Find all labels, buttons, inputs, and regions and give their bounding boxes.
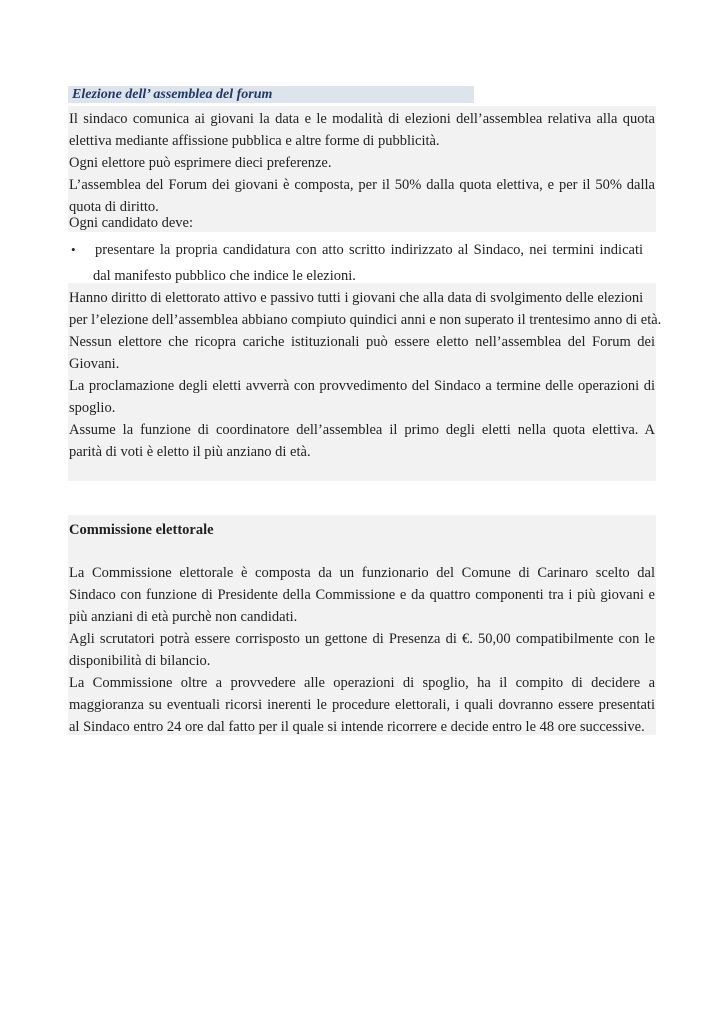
section-heading-commissione: Commissione elettorale bbox=[69, 522, 214, 538]
paragraph-line: Agli scrutatori potrà essere corrisposto un gettone di Presenza di €. 50,00 compatibilmente con le bbox=[69, 631, 655, 647]
paragraph-line: La proclamazione degli eletti avverrà con provvedimento del Sindaco a termine delle operazioni di bbox=[69, 378, 655, 394]
paragraph-line: Ogni elettore può esprimere dieci preferenze. bbox=[69, 155, 332, 171]
bullet-item-line: presentare la propria candidatura con atto scritto indirizzato al Sindaco, nei termini indicati bbox=[95, 242, 643, 258]
paragraph-line: al Sindaco entro 24 ore dal fatto per il quale si intende ricorrere e decide entro le 48 ore successive. bbox=[69, 719, 645, 735]
paragraph-line: più anziani di età purchè non candidati. bbox=[69, 609, 298, 625]
paragraph-line: Nessun elettore che ricopra cariche istituzionali può essere eletto nell’assemblea del Forum dei bbox=[69, 334, 655, 350]
paragraph-line: La Commissione oltre a provvedere alle operazioni di spoglio, ha il compito di decidere a bbox=[69, 675, 655, 691]
paragraph-line: elettiva mediante affissione pubblica e altre forme di pubblicità. bbox=[69, 133, 440, 149]
paragraph-line: quota di diritto. bbox=[69, 199, 159, 215]
bullet-item-line: dal manifesto pubblico che indice le elezioni. bbox=[93, 268, 356, 284]
paragraph-line: Giovani. bbox=[69, 356, 120, 372]
paragraph-line: disponibilità di bilancio. bbox=[69, 653, 211, 669]
paragraph-line: Assume la funzione di coordinatore dell’assemblea il primo degli eletti nella quota elettiva. A bbox=[69, 422, 655, 438]
paragraph-line: Sindaco con funzione di Presidente della Commissione e da quattro componenti tra i più giovani e bbox=[69, 587, 655, 603]
paragraph-line: Il sindaco comunica ai giovani la data e le modalità di elezioni dell’assemblea relativa alla quota bbox=[69, 111, 655, 127]
paragraph-line: Hanno diritto di elettorato attivo e passivo tutti i giovani che alla data di svolgimento delle elezioni bbox=[69, 290, 644, 306]
paragraph-line: parità di voti è eletto il più anziano di età. bbox=[69, 444, 311, 460]
paragraph-line: spoglio. bbox=[69, 400, 116, 416]
paragraph-line: La Commissione elettorale è composta da un funzionario del Comune di Carinaro scelto dal bbox=[69, 565, 655, 581]
paragraph-line: L’assemblea del Forum dei giovani è composta, per il 50% dalla quota elettiva, e per il 50% dalla bbox=[69, 177, 655, 193]
section-heading-elezione: Elezione dell’ assemblea del forum bbox=[68, 86, 474, 103]
bullet-marker: • bbox=[71, 242, 76, 257]
paragraph-line: Ogni candidato deve: bbox=[69, 215, 194, 231]
paragraph-line: maggioranza su eventuali ricorsi inerenti le procedure elettorali, i quali dovranno essere presentati bbox=[69, 697, 655, 713]
paragraph-line: per l’elezione dell’assemblea abbiano compiuto quindici anni e non superato il trentesimo anno di età. bbox=[69, 312, 662, 328]
